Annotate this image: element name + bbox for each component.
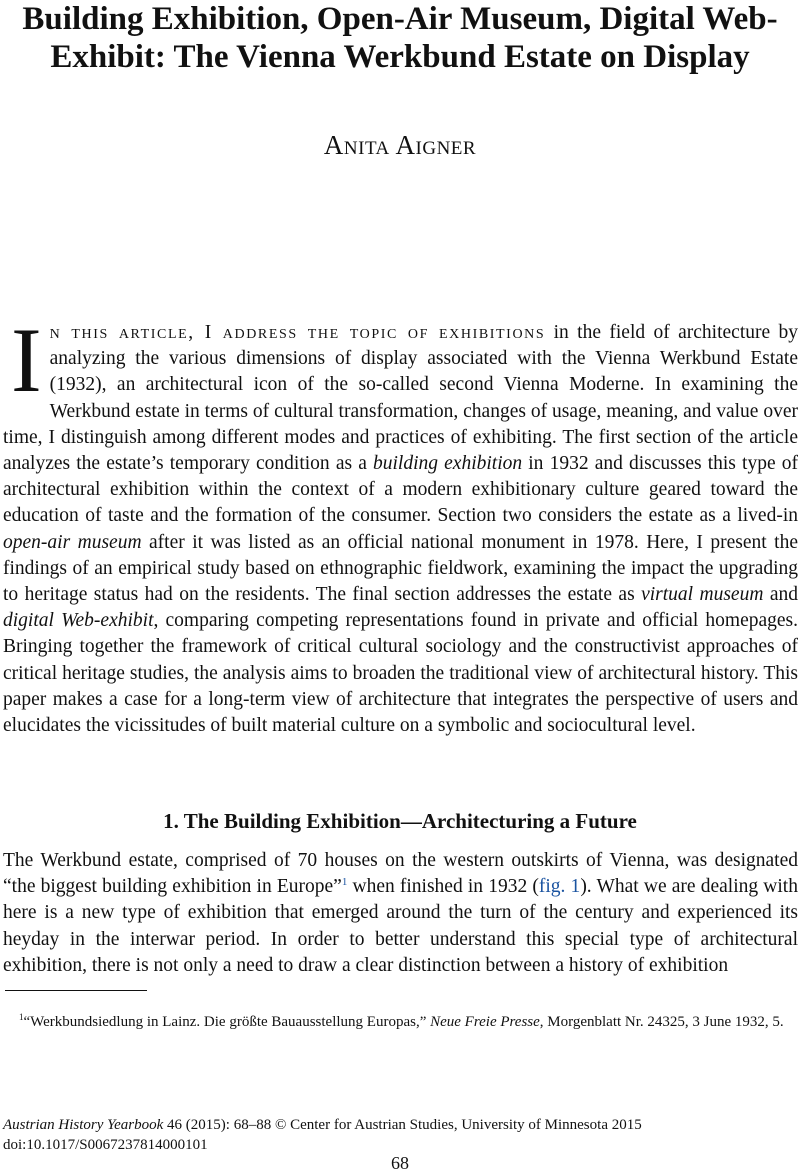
- journal-name: Austrian History Yearbook: [3, 1117, 164, 1133]
- body-text-1: The Werkbund estate, comprised of 70 houses on the western outskirts of Vienna, was designated “the biggest building exhibition in Europe”: [3, 850, 798, 898]
- abstract-italic-open-air-museum: open-air museum: [3, 531, 142, 553]
- abstract-text-3: after it was listed as an official national monument in 1978. Here, I present the findings of an empirical study based on ethnographic fieldwork, examining the impact the upgrading to heritage status had on the residents. The final section addresses the estate as: [3, 531, 798, 606]
- abstract-italic-building-exhibition: building exhibition: [373, 453, 523, 475]
- journal-doi: doi:10.1017/S0067237814000101: [3, 1137, 208, 1153]
- drop-cap: I: [11, 309, 42, 411]
- figure-link[interactable]: fig. 1: [538, 876, 581, 898]
- abstract-text-4: and: [763, 584, 798, 606]
- journal-citation: [3, 1115, 798, 1155]
- page-number: 68: [391, 1153, 409, 1173]
- footnote-italic-source: Neue Freie Presse: [430, 1014, 540, 1030]
- abstract-paragraph: [3, 309, 799, 739]
- footnote-number: 1: [19, 1012, 24, 1022]
- abstract-text-2: in 1932 and discusses this type of architectural exhibition within the context of a modern exhibitionary culture geared toward the education of taste and the formation of the consumer. Section two considers the estate as a lived-in: [3, 453, 798, 527]
- abstract-italic-digital-web-exhibit: digital Web-exhibit: [3, 610, 154, 632]
- abstract-lead-small-caps: n this article, I address the topic of exhibitions: [49, 322, 546, 343]
- author-name: Anita Aigner: [323, 130, 477, 160]
- footnote-reference-link[interactable]: 1: [341, 876, 348, 889]
- footnote-divider: [5, 990, 147, 991]
- abstract-text-5: , comparing competing representations found in private and official homepages. Bringing together the framework of critical cultural sociology and the constructivist approaches of critical heritage studies, the analysis aims to broaden the traditional view of architectural history. This paper makes a case for a long-term view of architecture that integrates the perspective of users and elucidates the vicissitudes of built material culture on a symbolic and sociocultural level.: [3, 610, 798, 737]
- footnote-text-2: , Morgenblatt Nr. 24325, 3 June 1932, 5.: [539, 1014, 784, 1030]
- body-text-2: when finished in 1932 (: [347, 876, 539, 898]
- journal-details: 46 (2015): 68–88 © Center for Austrian Studies, University of Minnesota 2015: [163, 1117, 642, 1133]
- abstract-text-1: in the field of architecture by analyzing the various dimensions of display associated with the Vienna Werkbund Estate (1932), an architectural icon of the so-called second Vienna Moderne. In examining the Werkbund estate in terms of cultural transformation, changes of usage, meaning, and value over time, I distinguish among different modes and practices of exhibiting. The first section of the article analyzes the estate’s temporary condition as a: [3, 322, 799, 475]
- section-heading: 1. The Building Exhibition—Architecturing a Future: [163, 809, 637, 833]
- footnote-text-1: “Werkbundsiedlung in Lainz. Die größte Bauausstellung Europas,”: [23, 1014, 431, 1030]
- abstract-italic-virtual-museum: virtual museum: [641, 584, 764, 606]
- footnote: [3, 1012, 798, 1032]
- body-text-3: ). What we are dealing with here is a new type of exhibition that emerged around the turn of the century and experienced its heyday in the interwar period. In order to better understand this special type of architectural exhibition, there is not only a need to draw a clear distinction between a history of exhibition: [3, 876, 798, 976]
- body-paragraph: [3, 848, 798, 979]
- article-title: Building Exhibition, Open-Air Museum, Digital Web-Exhibit: The Vienna Werkbund Estate on Display: [22, 1, 778, 75]
